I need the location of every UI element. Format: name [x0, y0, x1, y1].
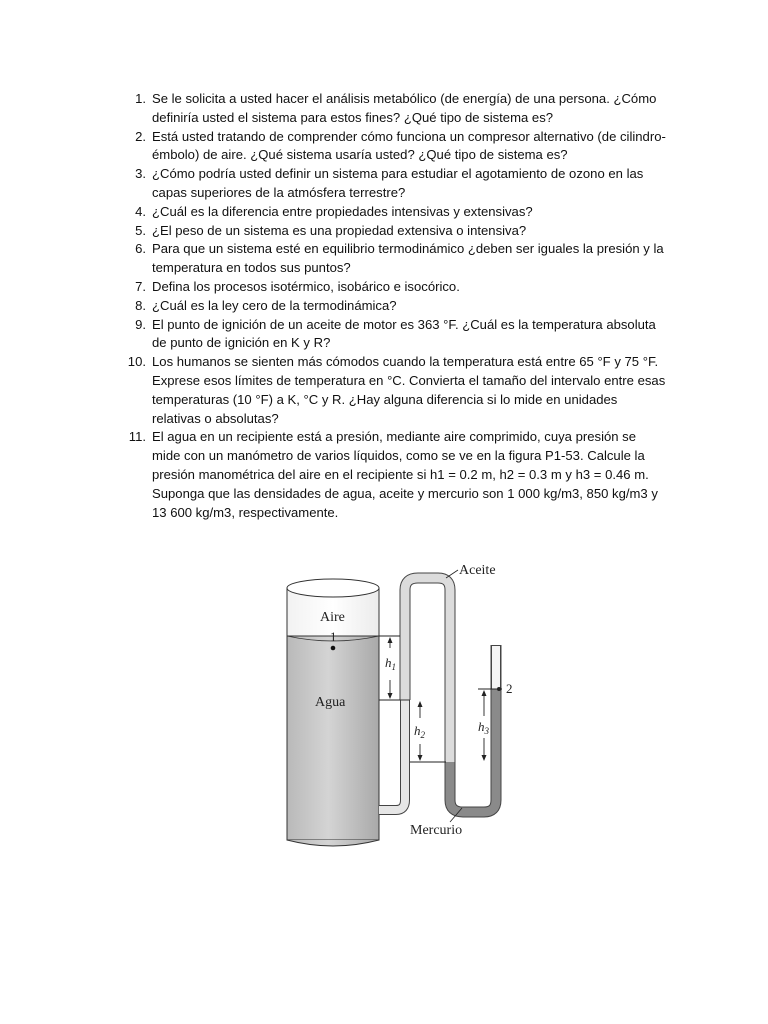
question-text: Para que un sistema esté en equilibrio termodinámico ¿deben ser iguales la presión y la temperatura en todos sus puntos?: [152, 241, 664, 276]
question-text: Está usted tratando de comprender cómo funciona un compresor alternativo (de cilindro-émbolo) de aire. ¿Qué sistema usaría usted? ¿Qué tipo de sistema es?: [152, 128, 666, 163]
h2-arrowhead-down: [418, 755, 423, 761]
question-item: [116, 203, 668, 222]
h2-label: [414, 723, 426, 740]
aire-label: Aire: [320, 610, 345, 625]
h3-arrowhead-up: [482, 690, 487, 696]
question-number: 9.: [135, 316, 146, 332]
question-text: ¿Cómo podría usted definir un sistema para estudiar el agotamiento de ozono en las capas superiores de la atmósfera terrestre?: [152, 166, 644, 200]
point-2-label: 2: [506, 681, 513, 696]
question-text: Los humanos se sienten más cómodos cuando la temperatura está entre 65 °F y 75 °F. Exprese esos límites de temperatura en °C. Convierta el tamaño del intervalo entre esas temperaturas (10 °F) a K, °C y R. ¿Hay alguna diferencia si lo mide en unidades relativas o absolutas?: [152, 354, 666, 426]
question-text: El agua en un recipiente está a presión, mediante aire comprimido, cuya presión se mide con un manómetro de varios líquidos, como se ve en la figura P1-53. Calcule la presión manométrica del aire en el recipiente si h1 = 0.2 m, h2 = 0.3 m y h3 = 0.46 m. Suponga que las densidades de agua, aceite y mercurio son 1 000 kg/m3, 850 kg/m3 y 13 600 kg/m3, respectivamente.: [152, 429, 658, 520]
question-text: ¿Cuál es la ley cero de la termodinámica?: [152, 297, 397, 313]
question-number: 11.: [128, 429, 146, 445]
h2-subscript: 2: [420, 730, 425, 740]
question-number: 1.: [135, 91, 146, 106]
question-number: 5.: [135, 222, 146, 238]
aceite-label: Aceite: [459, 563, 496, 578]
h2-symbol: h: [414, 723, 421, 738]
h2-arrowhead-up: [418, 701, 423, 707]
tank-water-region: [287, 636, 379, 840]
h3-subscript: 3: [484, 726, 489, 736]
tank-bottom: [287, 840, 379, 846]
tube-outline-oil: [405, 578, 450, 762]
h1-arrowhead-up: [388, 637, 393, 643]
tank-top: [287, 579, 379, 597]
point-2-marker: [497, 687, 501, 691]
question-item: [116, 90, 668, 128]
question-number: 3.: [135, 166, 146, 182]
question-item: [116, 353, 668, 428]
h1-subscript: 1: [391, 662, 396, 672]
question-text: ¿Cuál es la diferencia entre propiedades intensivas y extensivas?: [152, 203, 533, 219]
manometer-figure: [280, 555, 520, 850]
h1-symbol: h: [385, 655, 392, 670]
h1-arrowhead-down: [388, 693, 393, 699]
h3-arrowhead-down: [482, 755, 487, 761]
tube-outline-mercury: [450, 645, 496, 812]
question-number: 6.: [135, 241, 146, 257]
question-number: 4.: [135, 203, 146, 219]
agua-label: Agua: [315, 695, 346, 710]
h3-label: [478, 719, 490, 736]
tube-connection-water: [379, 700, 405, 810]
manometer-diagram: [280, 555, 520, 850]
dimension-lines: [379, 636, 502, 762]
point-1-marker: [331, 646, 336, 651]
question-text: Defina los procesos isotérmico, isobárico e isocórico.: [152, 278, 460, 294]
question-number: 2.: [135, 128, 146, 144]
question-item: [116, 128, 668, 166]
question-text: Se le solicita a usted hacer el análisis metabólico (de energía) de una persona. ¿Cómo definiría usted el sistema para estos fines? ¿Qué tipo de sistema es?: [152, 91, 657, 125]
aceite-leader: [446, 570, 458, 578]
question-item: [116, 278, 668, 297]
question-item: [116, 428, 668, 522]
question-item: [116, 222, 668, 241]
question-list: [116, 90, 668, 522]
point-1-label: 1: [330, 629, 337, 644]
question-number: 10.: [127, 354, 146, 370]
tube-oil: [405, 578, 450, 762]
question-number: 7.: [135, 278, 146, 294]
h1-label: [385, 655, 396, 672]
question-number: 8.: [135, 297, 146, 313]
question-item: [116, 316, 668, 354]
tube-mercury: [450, 689, 496, 812]
question-item: [116, 240, 668, 278]
question-text: El punto de ignición de un aceite de motor es 363 °F. ¿Cuál es la temperatura absoluta de punto de ignición en K y R?: [152, 316, 656, 351]
mercurio-label: Mercurio: [410, 823, 463, 838]
question-item: [116, 165, 668, 203]
question-item: [116, 297, 668, 316]
question-text: ¿El peso de un sistema es una propiedad extensiva o intensiva?: [152, 222, 527, 238]
h3-symbol: h: [478, 719, 485, 734]
